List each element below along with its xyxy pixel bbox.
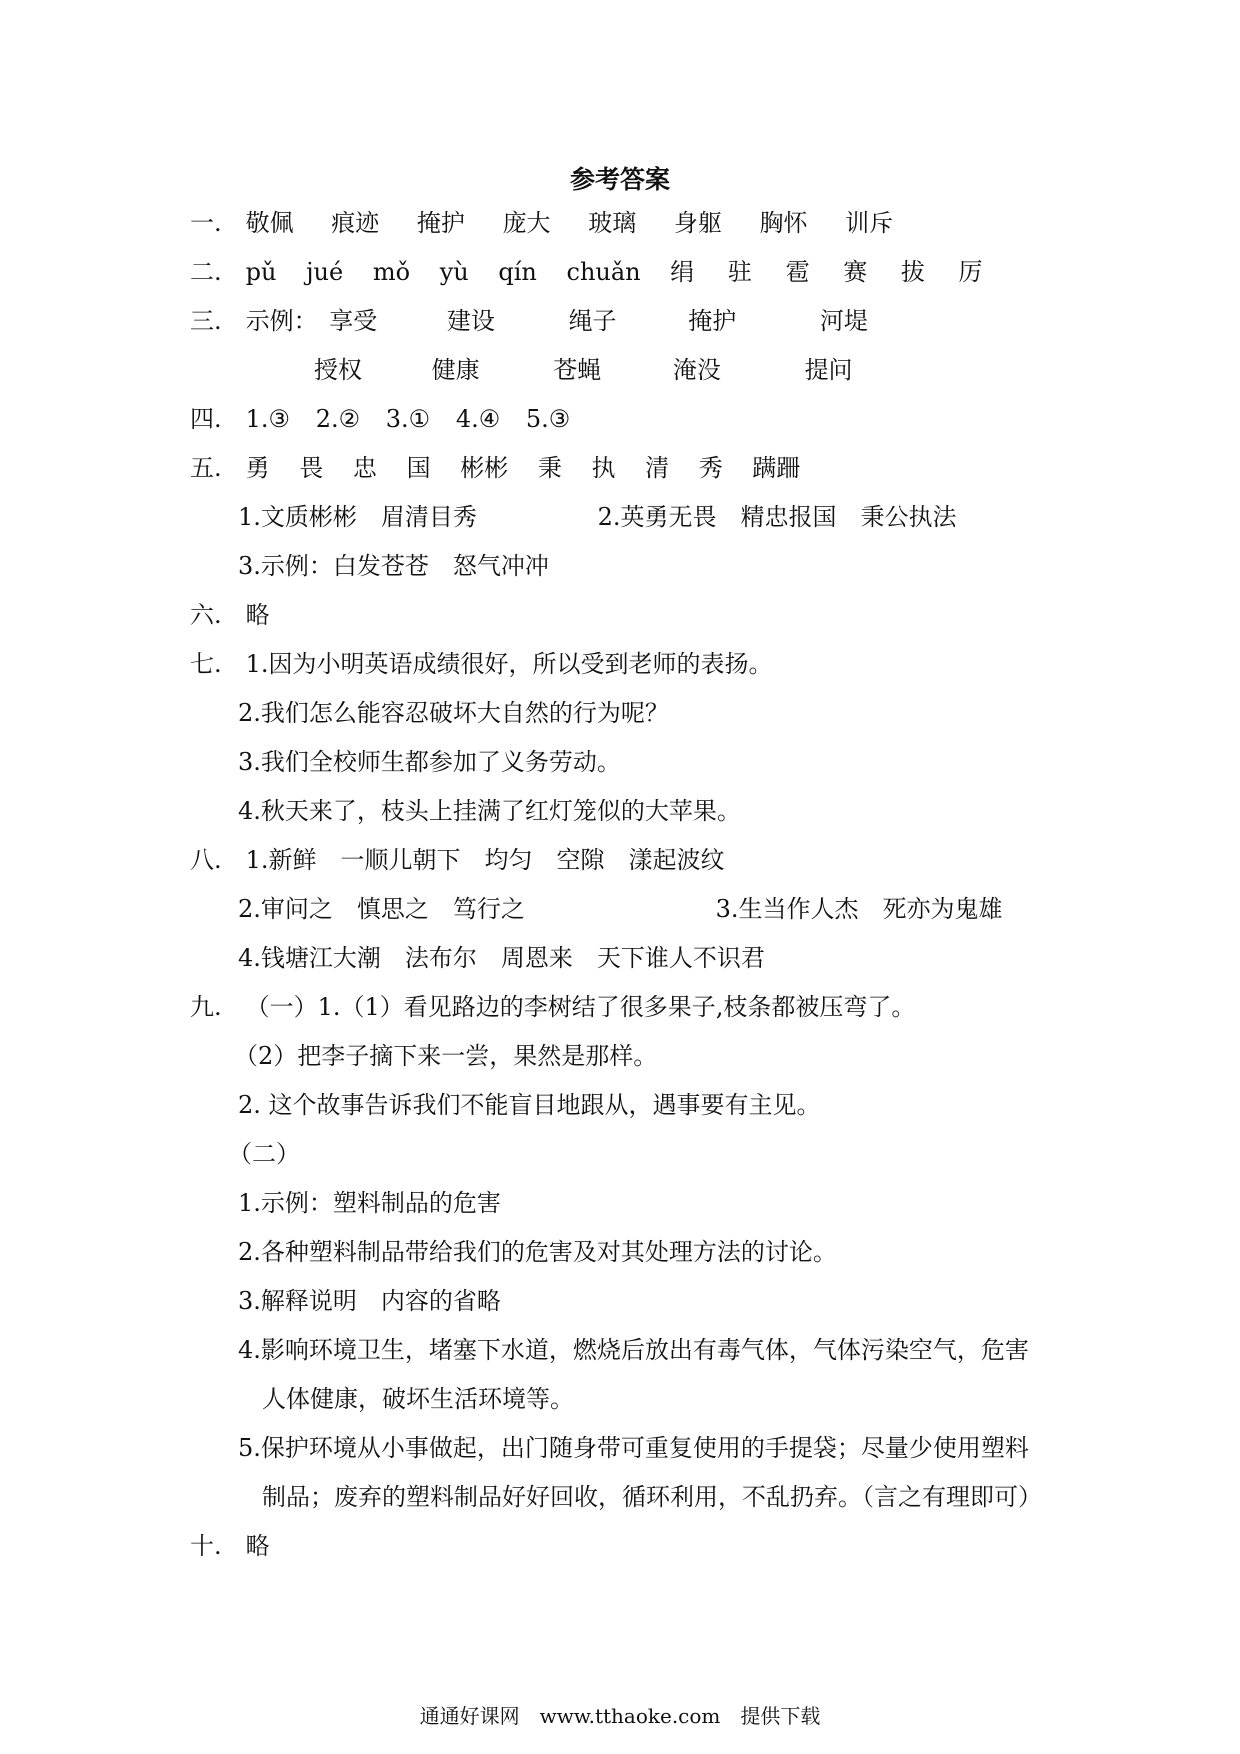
answer-char: 畏 — [299, 454, 324, 482]
answer-item: 2.② — [315, 405, 361, 433]
answer-text: 人体健康，破坏生活环境等。 — [262, 1385, 574, 1413]
section-label: 七. — [190, 650, 222, 678]
answer-text: 2.各种塑料制品带给我们的危害及对其处理方法的讨论。 — [238, 1238, 837, 1266]
section-8 — [190, 844, 725, 876]
answer-item: 5.③ — [525, 405, 571, 433]
answer-word: 建设 — [446, 307, 495, 335]
answer-text: 4.影响环境卫生，堵塞下水道，燃烧后放出有毒气体，气体污染空气，危害 — [238, 1336, 1029, 1364]
char-answer: 厉 — [958, 258, 983, 286]
section-label: 八. — [190, 846, 222, 874]
answer-item: 4.④ — [455, 405, 501, 433]
pinyin-answer: qín — [498, 258, 537, 286]
answer-word: 庞大 — [502, 209, 551, 237]
answer-text: 略 — [245, 1532, 270, 1560]
pinyin-answer: yù — [439, 258, 469, 286]
answer-sentence: 2.我们怎么能容忍破坏大自然的行为呢？ — [238, 699, 669, 727]
answer-text: 制品；废弃的塑料制品好好回收，循环利用，不乱扔弃。（言之有理即可） — [262, 1483, 1042, 1511]
section-label: 十. — [190, 1532, 222, 1560]
char-answer: 雹 — [785, 258, 810, 286]
answer-sentence: 1.因为小明英语成绩很好，所以受到老师的表扬。 — [245, 650, 773, 678]
answer-text: 1.示例：塑料制品的危害 — [238, 1189, 501, 1217]
answer-text: 2. 这个故事告诉我们不能盲目地跟从，遇事要有主见。 — [238, 1091, 821, 1119]
answer-char: 蹒跚 — [752, 454, 801, 482]
answer-word: 胸怀 — [759, 209, 808, 237]
section-2 — [190, 256, 982, 288]
answer-word: 享受 — [329, 307, 378, 335]
answer-text: 3.解释说明 内容的省略 — [238, 1287, 501, 1315]
answer-text: 5.保护环境从小事做起，出门随身带可重复使用的手提袋；尽量少使用塑料 — [238, 1434, 1029, 1462]
pinyin-answer: pǔ — [245, 258, 277, 286]
pinyin-answer: jué — [306, 258, 344, 286]
section-label: 四. — [190, 405, 222, 433]
section-label: 三. — [190, 307, 222, 335]
section-6 — [190, 599, 270, 631]
answer-word: 淹没 — [672, 356, 721, 384]
answer-char: 彬彬 — [460, 454, 509, 482]
section-3-row-2 — [314, 354, 853, 386]
answer-word: 掩护 — [416, 209, 465, 237]
section-5 — [190, 452, 800, 484]
answer-word: 身躯 — [673, 209, 722, 237]
answer-text: 1.新鲜 一顺儿朝下 均匀 空隙 漾起波纹 — [245, 846, 725, 874]
section-5-line-2: 3.示例：白发苍苍 怒气冲冲 — [238, 552, 549, 580]
answer-item: 3.① — [385, 405, 431, 433]
answer-text: 2.审问之 慎思之 笃行之 — [238, 895, 525, 923]
answer-text: （一）1.（1）看见路边的李树结了很多果子,枝条都被压弯了。 — [245, 993, 916, 1021]
section-8-line-3: 4.钱塘江大潮 法布尔 周恩来 天下谁人不识君 — [238, 944, 765, 972]
answer-text: （2）把李子摘下来一尝，果然是那样。 — [234, 1042, 658, 1070]
answer-word: 健康 — [431, 356, 480, 384]
answer-word: 训斥 — [845, 209, 894, 237]
pinyin-answer: mǒ — [372, 258, 411, 286]
answer-char: 秀 — [698, 454, 723, 482]
answer-word: 敬佩 — [245, 209, 294, 237]
section-5-line-1 — [238, 501, 957, 533]
char-answer: 驻 — [727, 258, 752, 286]
answer-char: 国 — [406, 454, 431, 482]
answer-item: 1.③ — [245, 405, 291, 433]
section-9 — [190, 991, 915, 1023]
char-answer: 绢 — [670, 258, 695, 286]
char-answer: 拔 — [900, 258, 925, 286]
answer-sentence: 4.秋天来了，枝头上挂满了红灯笼似的大苹果。 — [238, 797, 741, 825]
answer-char: 秉 — [537, 454, 562, 482]
pinyin-answer: chuǎn — [566, 258, 641, 286]
answer-text: 1.文质彬彬 眉清目秀 — [238, 503, 477, 531]
answer-text: 3.生当作人杰 死亦为鬼雄 — [715, 895, 1003, 923]
section-label: 二. — [190, 258, 222, 286]
page-title: 参考答案 — [569, 165, 670, 194]
answer-char: 清 — [645, 454, 670, 482]
answer-text: 略 — [245, 601, 270, 629]
char-answer: 赛 — [843, 258, 868, 286]
answer-word: 授权 — [314, 356, 362, 384]
footer-credit: 通通好课网 www.tthaoke.com 提供下载 — [419, 1704, 821, 1728]
section-1 — [190, 207, 893, 239]
answer-char: 勇 — [245, 454, 270, 482]
section-label: 九. — [190, 993, 222, 1021]
answer-char: 执 — [591, 454, 616, 482]
answer-word: 掩护 — [688, 307, 737, 335]
section-7 — [190, 648, 773, 680]
answer-text: 2.英勇无畏 精忠报国 秉公执法 — [597, 503, 957, 531]
answer-word: 提问 — [804, 356, 853, 384]
answer-word: 绳子 — [568, 307, 617, 335]
answer-word: 痕迹 — [331, 209, 380, 237]
answer-sentence: 3.我们全校师生都参加了义务劳动。 — [238, 748, 621, 776]
subsection-label: （二） — [228, 1140, 300, 1168]
example-prefix: 示例： — [245, 307, 318, 335]
section-label: 五. — [190, 454, 222, 482]
section-label: 六. — [190, 601, 222, 629]
answer-word: 河堤 — [819, 307, 868, 335]
answer-word: 玻璃 — [588, 209, 637, 237]
answer-char: 忠 — [352, 454, 377, 482]
section-label: 一. — [190, 209, 222, 237]
section-8-line-2 — [238, 893, 1003, 925]
section-4 — [190, 403, 570, 435]
section-3-row-1 — [190, 305, 868, 337]
section-10 — [190, 1530, 270, 1562]
answer-word: 苍蝇 — [553, 356, 602, 384]
